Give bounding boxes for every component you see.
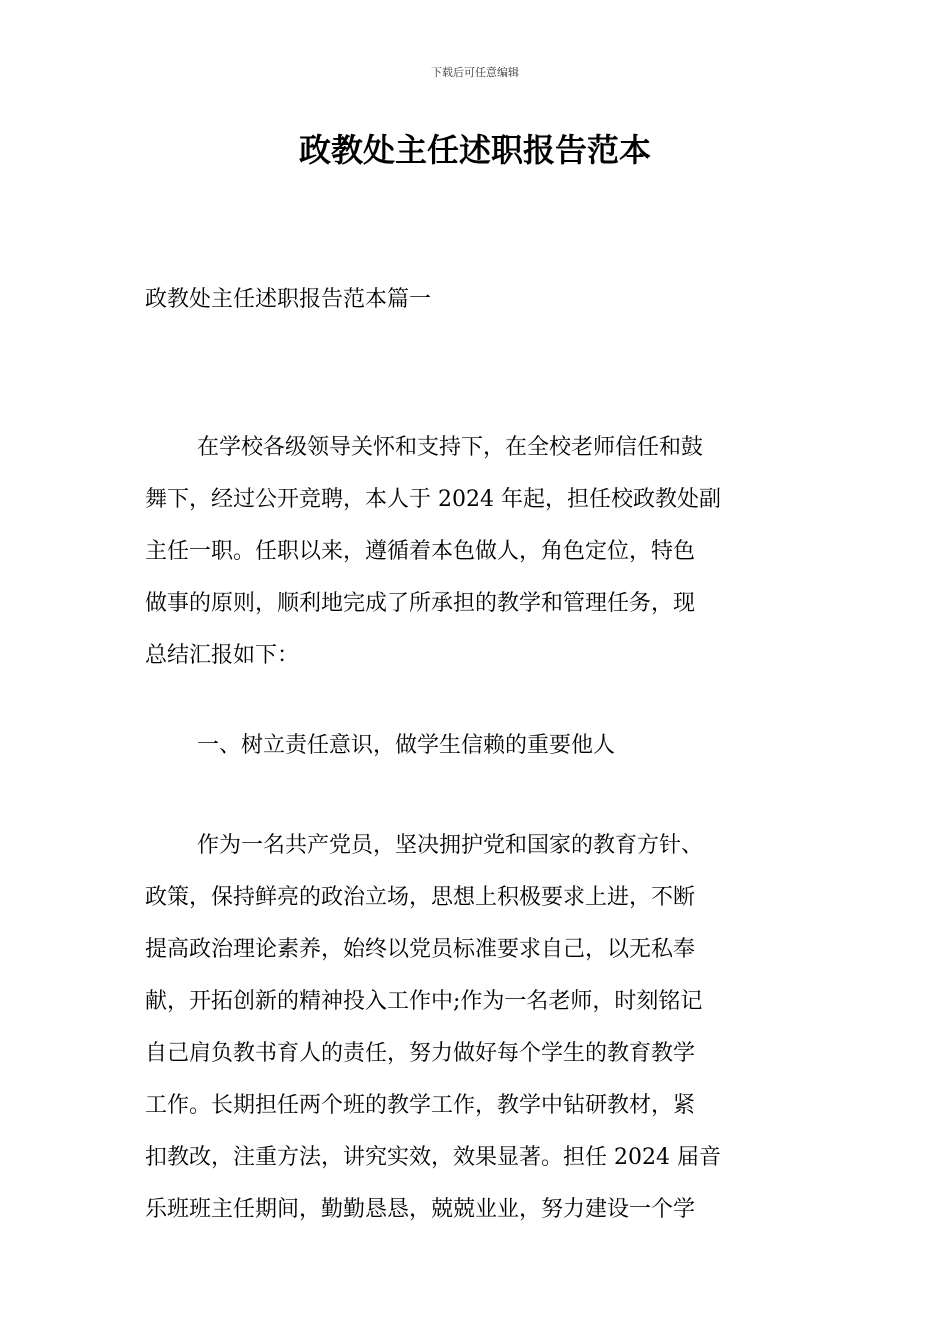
document-title: 政教处主任述职报告范本 [298,131,651,169]
paragraph-body [145,820,807,1236]
paragraph-line: 工作。长期担任两个班的教学工作，教学中钻研教材，紧 [145,1093,696,1118]
subsection-heading: 一、树立责任意识，做学生信赖的重要他人 [197,733,616,758]
paragraph-line: 扣教改，注重方法，讲究实效，效果显著。担任 2024 届音 [145,1145,721,1170]
paragraph-line: 主任一职。任职以来，遵循着本色做人，角色定位，特色 [145,539,696,564]
paragraph-line: 献，开拓创新的精神投入工作中;作为一名老师，时刻铭记 [145,989,703,1014]
paragraph-line: 在学校各级领导关怀和支持下，在全校老师信任和鼓 [197,435,704,460]
section-title: 政教处主任述职报告范本篇一 [145,287,432,312]
paragraph-intro [145,422,807,682]
header-note: 下载后可任意编辑 [431,66,519,79]
paragraph-line: 舞下，经过公开竞聘，本人于 2024 年起，担任校政教处副 [145,487,721,512]
paragraph-line: 政策，保持鲜亮的政治立场，思想上积极要求上进，不断 [145,885,696,910]
paragraph-line: 作为一名共产党员，坚决拥护党和国家的教育方针、 [197,833,704,858]
paragraph-line: 乐班班主任期间，勤勤恳恳，兢兢业业，努力建设一个学 [145,1197,696,1222]
paragraph-line: 提高政治理论素养，始终以党员标准要求自己，以无私奉 [145,937,696,962]
paragraph-line: 自己肩负教书育人的责任，努力做好每个学生的教育教学 [145,1041,696,1066]
paragraph-line: 做事的原则，顺利地完成了所承担的教学和管理任务，现 [145,591,696,616]
paragraph-line: 总结汇报如下： [145,643,300,668]
